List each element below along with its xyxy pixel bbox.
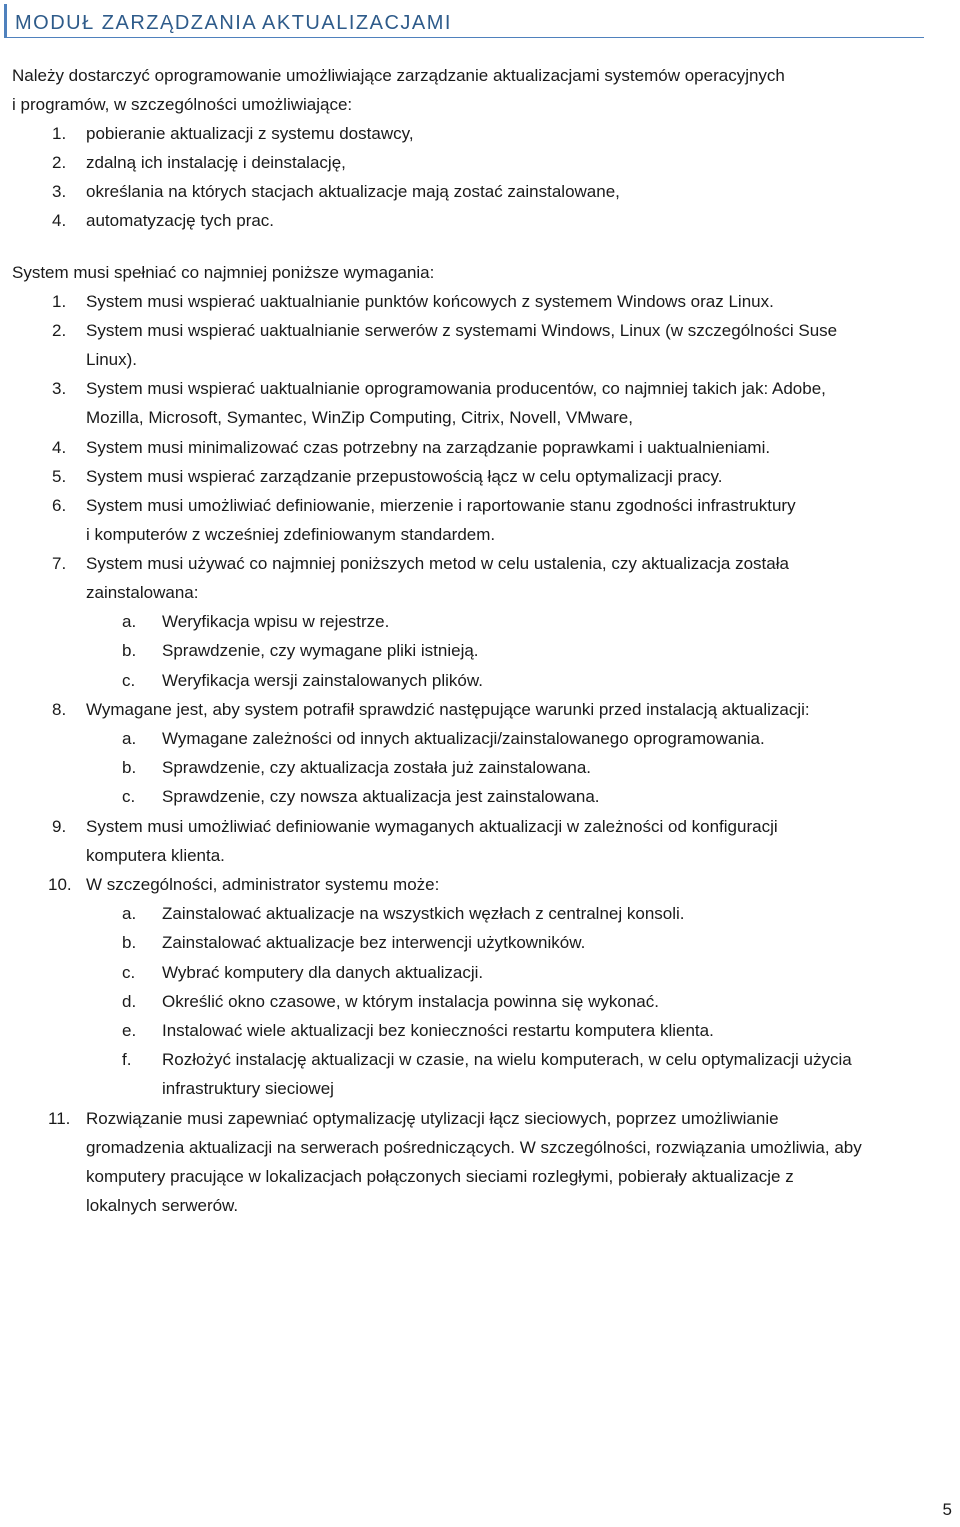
requirement-number: 7. — [52, 554, 67, 573]
sub-item-text: Sprawdzenie, czy nowsza aktualizacja jest zainstalowana. — [162, 787, 600, 806]
sub-item-letter: e. — [122, 1021, 137, 1040]
sub-item-text: Weryfikacja wersji zainstalowanych plików. — [162, 671, 483, 690]
requirement-text: System musi wspierać uaktualnianie punktów końcowych z systemem Windows oraz Linux. — [86, 292, 774, 311]
sub-item-letter: a. — [122, 904, 137, 923]
sub-item-letter: c. — [122, 963, 136, 982]
requirement-text-cont: zainstalowana: — [86, 583, 199, 602]
sub-item-text: Wybrać komputery dla danych aktualizacji. — [162, 963, 484, 982]
intro-item-number: 1. — [52, 124, 67, 143]
sub-item-text: Instalować wiele aktualizacji bez konieczności restartu komputera klienta. — [162, 1021, 714, 1040]
requirement-number: 2. — [52, 321, 67, 340]
sub-item-text-cont: infrastruktury sieciowej — [162, 1079, 334, 1098]
requirement-text: Wymagane jest, aby system potrafił sprawdzić następujące warunki przed instalacją aktualizacji: — [86, 700, 810, 719]
intro-line-1: Należy dostarczyć oprogramowanie umożliwiające zarządzanie aktualizacjami systemów operacyjnych — [12, 66, 785, 85]
sub-item-letter: a. — [122, 729, 137, 748]
requirements-intro: System musi spełniać co najmniej poniższe wymagania: — [12, 263, 435, 282]
sub-item-letter: b. — [122, 758, 137, 777]
requirement-text-cont: i komputerów z wcześniej zdefiniowanym standardem. — [86, 525, 496, 544]
sub-item-letter: b. — [122, 641, 137, 660]
requirement-text: Rozwiązanie musi zapewniać optymalizację utylizacji łącz sieciowych, poprzez umożliwianie — [86, 1109, 779, 1128]
sub-item-text: Sprawdzenie, czy aktualizacja została już zainstalowana. — [162, 758, 592, 777]
requirement-number: 9. — [52, 817, 67, 836]
sub-item-text: Sprawdzenie, czy wymagane pliki istnieją. — [162, 641, 479, 660]
requirement-text: System musi wspierać uaktualnianie serwerów z systemami Windows, Linux (w szczególności Suse — [86, 321, 838, 340]
page-number: 5 — [942, 1500, 952, 1519]
sub-item-letter: a. — [122, 612, 137, 631]
sub-item-text: Zainstalować aktualizacje na wszystkich węzłach z centralnej konsoli. — [162, 904, 685, 923]
intro-item-text: pobieranie aktualizacji z systemu dostawcy, — [86, 124, 414, 143]
requirement-number: 5. — [52, 467, 67, 486]
requirement-text: W szczególności, administrator systemu może: — [86, 875, 440, 894]
intro-item-text: automatyzację tych prac. — [86, 211, 275, 230]
sub-item-letter: b. — [122, 933, 137, 952]
requirement-text-cont: Mozilla, Microsoft, Symantec, WinZip Computing, Citrix, Novell, VMware, — [86, 408, 633, 427]
sub-item-text: Określić okno czasowe, w którym instalacja powinna się wykonać. — [162, 992, 659, 1011]
requirement-number: 6. — [52, 496, 67, 515]
section-heading-text: MODUŁ ZARZĄDZANIA AKTUALIZACJAMI — [15, 12, 452, 34]
requirement-text-cont: gromadzenia aktualizacji na serwerach pośredniczących. W szczególności, rozwiązania umożliwia, aby — [86, 1138, 862, 1157]
requirement-number: 10. — [48, 875, 72, 894]
requirement-number: 4. — [52, 438, 67, 457]
requirement-number: 11. — [48, 1109, 71, 1128]
sub-item-letter: c. — [122, 671, 136, 690]
requirement-text-cont: komputera klienta. — [86, 846, 225, 865]
intro-line-2: i programów, w szczególności umożliwiające: — [12, 95, 353, 114]
sub-item-text: Rozłożyć instalację aktualizacji w czasie, na wielu komputerach, w celu optymalizacji użycia — [162, 1050, 852, 1069]
intro-item-number: 3. — [52, 182, 67, 201]
intro-item-text: określania na których stacjach aktualizacje mają zostać zainstalowane, — [86, 182, 620, 201]
section-heading — [4, 4, 924, 38]
requirement-text: System musi umożliwiać definiowanie, mierzenie i raportowanie stanu zgodności infrastruktury — [86, 496, 796, 515]
requirement-text: System musi używać co najmniej poniższych metod w celu ustalenia, czy aktualizacja została — [86, 554, 789, 573]
requirement-text: System musi minimalizować czas potrzebny na zarządzanie poprawkami i uaktualnieniami. — [86, 438, 771, 457]
intro-item-text: zdalną ich instalację i deinstalację, — [86, 153, 346, 172]
sub-item-letter: d. — [122, 992, 137, 1011]
intro-item-number: 2. — [52, 153, 67, 172]
requirement-text-cont: lokalnych serwerów. — [86, 1196, 239, 1215]
sub-item-text: Wymagane zależności od innych aktualizacji/zainstalowanego oprogramowania. — [162, 729, 765, 748]
requirement-text: System musi wspierać uaktualnianie oprogramowania producentów, co najmniej takich jak: Adobe, — [86, 379, 826, 398]
sub-item-letter: c. — [122, 787, 136, 806]
requirement-number: 3. — [52, 379, 67, 398]
requirement-text: System musi wspierać zarządzanie przepustowością łącz w celu optymalizacji pracy. — [86, 467, 723, 486]
sub-item-text: Zainstalować aktualizacje bez interwencji użytkowników. — [162, 933, 586, 952]
requirement-number: 1. — [52, 292, 67, 311]
requirement-text-cont: komputery pracujące w lokalizacjach połączonych sieciami rozległymi, pobierały aktualizacje z — [86, 1167, 794, 1186]
sub-item-letter: f. — [122, 1050, 132, 1069]
sub-item-text: Weryfikacja wpisu w rejestrze. — [162, 612, 390, 631]
requirement-text-cont: Linux). — [86, 350, 138, 369]
intro-item-number: 4. — [52, 211, 67, 230]
requirement-text: System musi umożliwiać definiowanie wymaganych aktualizacji w zależności od konfiguracji — [86, 817, 778, 836]
requirement-number: 8. — [52, 700, 67, 719]
